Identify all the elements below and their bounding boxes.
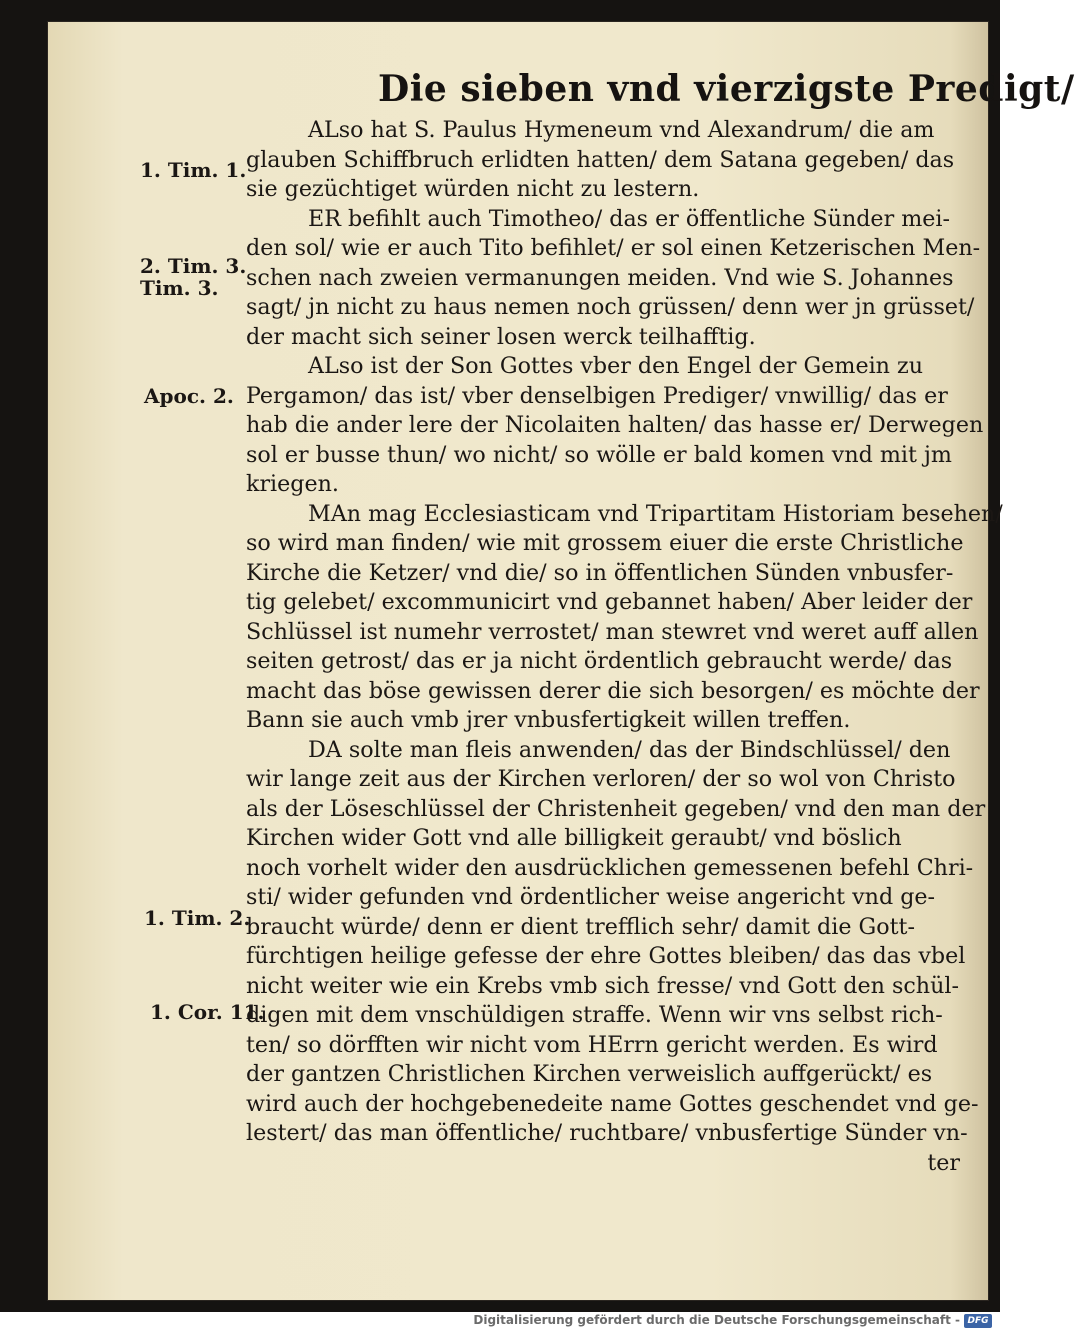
text-line: ALso ist der Son Gottes vber den Engel der Gemein zu	[308, 353, 923, 379]
margin-note: Tim. 3.	[140, 276, 219, 300]
margin-note: 2. Tim. 3.	[140, 254, 247, 278]
text-line: fürchtigen heilige gefesse der ehre Gottes bleiben/ das das vbel	[246, 943, 966, 969]
footer-credit: Digitalisierung gefördert durch die Deutsche Forschungsgemeinschaft -	[473, 1313, 960, 1327]
text-line: ten/ so dörfften wir nicht vom HErrn gericht werden. Es wird	[246, 1031, 938, 1058]
text-line: sie gezüchtiget würden nicht zu lestern.	[246, 176, 700, 202]
text-line: schen nach zweien vermanungen meiden. Vnd wie S. Johannes	[246, 264, 954, 291]
margin-note: 1. Cor. 11.	[150, 1000, 265, 1024]
margin-note: Apoc. 2.	[144, 384, 234, 408]
text-line: glauben Schiffbruch erlidten hatten/ dem Satana gegeben/ das	[246, 146, 955, 173]
text-line: den sol/ wie er auch Tito befihlet/ er sol einen Ketzerischen Men-	[246, 235, 981, 261]
page-heading: Die sieben vnd vierzigste Predigt/	[378, 68, 1075, 110]
text-line: Kirche die Ketzer/ vnd die/ so in öffentlichen Sünden vnbusfer-	[246, 559, 954, 586]
text-line: sti/ wider gefunden vnd ördentlicher weise angericht vnd ge-	[246, 884, 936, 910]
text-line: braucht würde/ denn er dient trefflich sehr/ damit die Gott-	[246, 913, 915, 940]
footer-bar	[0, 1312, 1000, 1330]
text-line: als der Löseschlüssel der Christenheit gegeben/ vnd den man der	[246, 795, 986, 822]
dfg-logo-icon	[964, 1314, 992, 1328]
text-line: kriegen.	[246, 471, 339, 497]
text-line: MAn mag Ecclesiasticam vnd Tripartitam Historiam besehen/	[308, 500, 1003, 527]
text-line: Bann sie auch vmb jrer vnbusfertigkeit willen treffen.	[246, 707, 851, 733]
text-line: ALso hat S. Paulus Hymeneum vnd Alexandrum/ die am	[308, 117, 935, 143]
text-line: digen mit dem vnschüldigen straffe. Wenn wir vns selbst rich-	[246, 1002, 943, 1028]
text-line: DA solte man fleis anwenden/ das der Bindschlüssel/ den	[308, 736, 951, 763]
text-line: ER befihlt auch Timotheo/ das er öffentliche Sünder mei-	[308, 205, 950, 232]
text-line: macht das böse gewissen derer die sich besorgen/ es möchte der	[246, 677, 980, 704]
text-line: lestert/ das man öffentliche/ ruchtbare/ vnbusfertige Sünder vn-	[246, 1120, 968, 1146]
text-line: nicht weiter wie ein Krebs vmb sich fresse/ vnd Gott den schül-	[246, 972, 959, 999]
text-line: sagt/ jn nicht zu haus nemen noch grüssen/ denn wer jn grüsset/	[246, 294, 975, 320]
margin-note: 1. Tim. 2.	[144, 906, 251, 930]
margin-note: 1. Tim. 1.	[140, 158, 247, 182]
text-line: tig gelebet/ excommunicirt vnd gebannet haben/ Aber leider der	[246, 589, 973, 615]
text-line: seiten getrost/ das er ja nicht ördentlich gebraucht werde/ das	[246, 648, 953, 674]
text-line: wird auch der hochgebenedeite name Gottes geschendet vnd ge-	[246, 1090, 979, 1117]
text-line: hab die ander lere der Nicolaiten halten/ das hasse er/ Derwegen	[246, 412, 984, 438]
text-line: Pergamon/ das ist/ vber denselbigen Prediger/ vnwillig/ das er	[246, 382, 948, 409]
text-line: noch vorhelt wider den ausdrücklichen gemessenen befehl Chri-	[246, 854, 974, 881]
text-line: Schlüssel ist numehr verrostet/ man stewret vnd weret auff allen	[246, 618, 979, 645]
text-line: wir lange zeit aus der Kirchen verloren/ der so wol von Christo	[246, 766, 956, 792]
catchword: ter	[927, 1149, 960, 1176]
text-line: Kirchen wider Gott vnd alle billigkeit geraubt/ vnd böslich	[246, 825, 902, 851]
text-line: sol er busse thun/ wo nicht/ so wölle er bald komen vnd mit jm	[246, 441, 952, 468]
text-line: der macht sich seiner losen werck teilhafftig.	[246, 323, 756, 350]
dfg-logo-text: DFG	[967, 1316, 989, 1326]
body-text	[246, 116, 1003, 1178]
text-line: so wird man finden/ wie mit grossem eiuer die erste Christliche	[246, 530, 964, 556]
text-line: der gantzen Christlichen Kirchen verweislich auffgerückt/ es	[246, 1061, 933, 1087]
